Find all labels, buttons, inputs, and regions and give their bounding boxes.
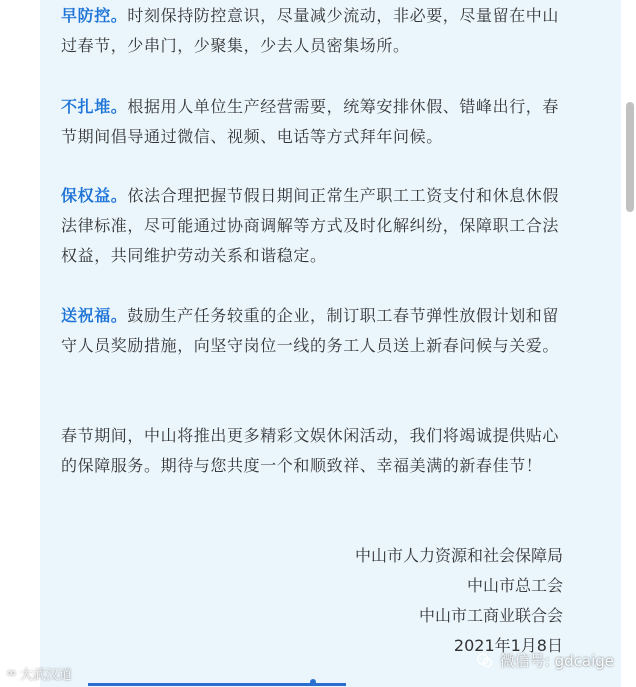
watermark-right	[476, 650, 614, 671]
keyword-protect-rights: 保权益。	[61, 186, 128, 205]
wechat-icon	[476, 652, 494, 670]
paragraph-protect-rights	[61, 181, 571, 271]
paragraph-text: 根据用人单位生产经营需要，统筹安排休假、错峰出行，春节期间倡导通过微信、视频、电话等方式拜年问候。	[61, 97, 560, 146]
bottom-divider-dot	[310, 679, 316, 685]
weibo-icon: ∞	[6, 666, 17, 681]
paragraph-text: 时刻保持防控意识，尽量减少流动，非必要，尽量留在中山过春节，少串门，少聚集，少去人员密集场所。	[61, 6, 560, 55]
scrollbar-thumb[interactable]	[626, 102, 634, 212]
paragraph-text: 依法合理把握节假日期间正常生产职工工资支付和休息休假法律标准，尽可能通过协商调解等方式及时化解纠纷，保障职工合法权益，共同维护劳动关系和谐稳定。	[61, 186, 560, 265]
bottom-divider	[88, 683, 346, 686]
watermark-right-text: 微信号: gdcaige	[499, 652, 614, 670]
keyword-send-blessings: 送祝福。	[61, 306, 128, 325]
watermark-left-text: 大武汉道	[19, 668, 72, 683]
signature-date: 2021年1月8日	[453, 636, 563, 655]
signature-commerce-federation: 中山市工商业联合会	[418, 606, 563, 625]
paragraph-no-crowding	[61, 92, 571, 152]
scrollbar[interactable]	[624, 0, 636, 687]
paragraph-early-prevention	[61, 1, 571, 61]
closing-text: 春节期间，中山将推出更多精彩文娱休闲活动，我们将竭诚提供贴心的保障服务。期待与您共度一个和顺致祥、幸福美满的新春佳节！	[61, 426, 560, 475]
keyword-early-prevention: 早防控。	[61, 6, 128, 25]
watermark-left	[6, 664, 72, 683]
signature-trade-union: 中山市总工会	[466, 576, 563, 595]
paragraph-text: 鼓励生产任务较重的企业，制订职工春节弹性放假计划和留守人员奖励措施，向坚守岗位一线的务工人员送上新春问候与关爱。	[61, 306, 560, 355]
signature-hrss-bureau: 中山市人力资源和社会保障局	[354, 546, 563, 565]
paragraph-closing	[61, 421, 571, 481]
keyword-no-crowding: 不扎堆。	[61, 97, 128, 116]
paragraph-send-blessings	[61, 301, 571, 361]
